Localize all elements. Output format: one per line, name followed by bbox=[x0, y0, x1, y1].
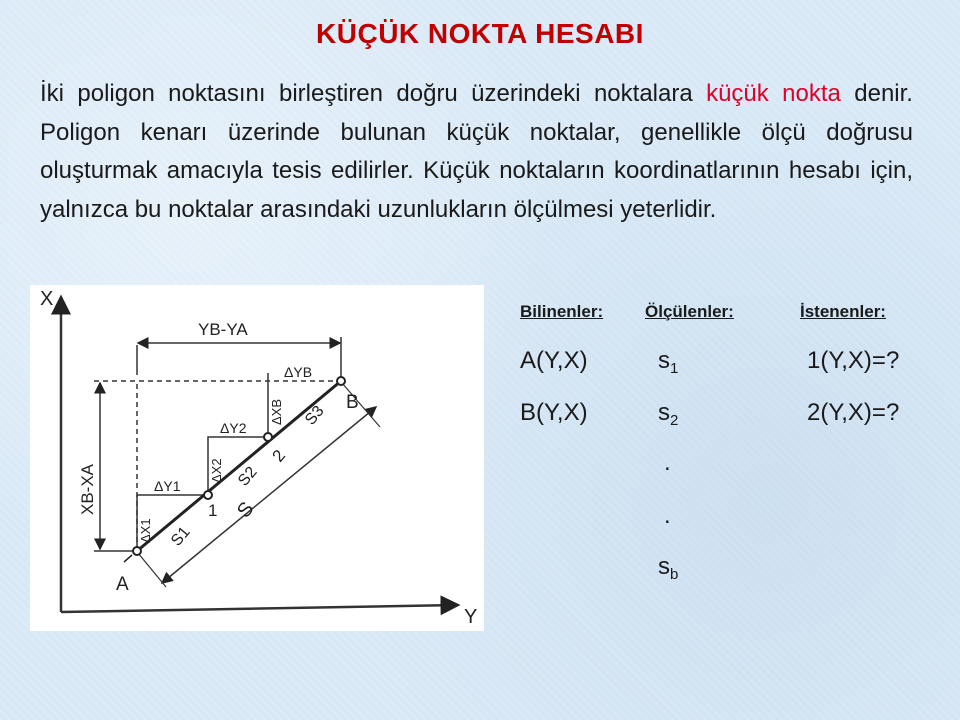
label-point-1: 1 bbox=[208, 501, 218, 520]
label-point-b: B bbox=[346, 392, 359, 413]
header-wanted: İstenenler: bbox=[800, 302, 886, 321]
point-2-marker bbox=[264, 433, 272, 441]
small-point-diagram bbox=[30, 285, 484, 631]
label-dy2: ΔY2 bbox=[220, 420, 247, 436]
known-a: A(Y,X) bbox=[520, 347, 588, 374]
highlighted-term: küçük nokta bbox=[706, 80, 841, 107]
paragraph-text-1: İki poligon noktasını birleştiren doğru üzerindeki noktalara bbox=[40, 80, 707, 107]
dim-yb-ya: YB-YA bbox=[198, 320, 248, 339]
label-dx1: ΔX1 bbox=[138, 518, 153, 543]
header-measured: Ölçülenler: bbox=[645, 302, 734, 321]
wanted-1: 1(Y,X)=? bbox=[807, 347, 900, 374]
label-dxb: ΔXB bbox=[269, 398, 284, 425]
slide-title: KÜÇÜK NOKTA HESABI bbox=[316, 18, 644, 49]
ellipsis-dot-1: . bbox=[664, 449, 671, 476]
header-known: Bilinenler: bbox=[520, 302, 604, 321]
axis-x-label: X bbox=[40, 288, 54, 310]
wanted-2: 2(Y,X)=? bbox=[807, 399, 900, 426]
label-dy1: ΔY1 bbox=[154, 478, 181, 494]
label-point-2: 2 bbox=[268, 446, 290, 466]
label-point-a: A bbox=[116, 574, 129, 595]
label-s2: S2 bbox=[235, 463, 261, 490]
diagram-svg bbox=[30, 285, 484, 631]
y-axis-line bbox=[61, 605, 458, 612]
axis-y-label: Y bbox=[464, 606, 478, 628]
measured-s2: $s_2$ bbox=[658, 399, 679, 429]
label-s1: S1 bbox=[168, 523, 194, 550]
dim-xb-xa: XB-XA bbox=[78, 463, 97, 515]
point-1-marker bbox=[204, 491, 212, 499]
paragraph-text-2: denir. Poligon kenarı üzerinde bulunan küçük noktalar, genellikle ölçü doğrusu oluşturmak amacıyla tesis edilirler. Küçük noktaların koordinatlarının hesabı için, yalnızca bu noktalar arasındaki uzunlukların ölçülmesi yeterlidir. bbox=[40, 80, 913, 223]
known-b: B(Y,X) bbox=[520, 399, 588, 426]
measured-sb: $s_b$ bbox=[658, 553, 679, 583]
point-a-marker bbox=[133, 547, 141, 555]
ellipsis-dot-2: . bbox=[664, 502, 671, 529]
label-s3: S3 bbox=[302, 402, 328, 429]
point-b-marker bbox=[337, 377, 345, 385]
label-dyb: ΔYB bbox=[284, 364, 313, 380]
measured-s1: $s_1$ bbox=[658, 347, 679, 377]
definition-paragraph bbox=[40, 75, 913, 229]
label-dx2: ΔX2 bbox=[209, 458, 224, 483]
label-s: S bbox=[232, 497, 259, 523]
